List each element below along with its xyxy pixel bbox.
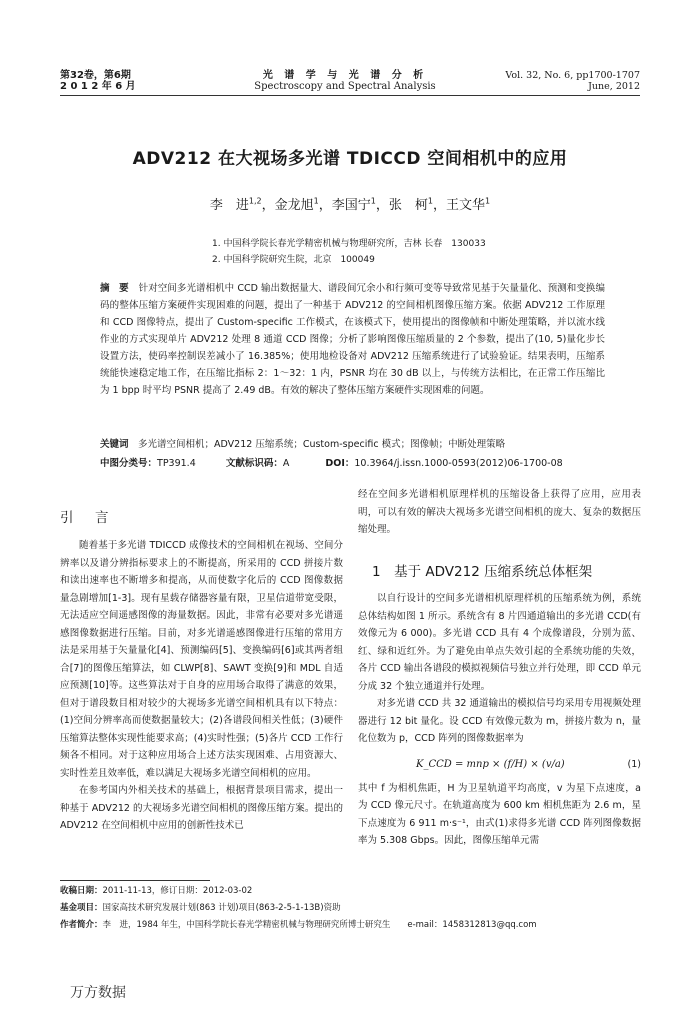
classification-line xyxy=(100,455,605,469)
clc-value: TP391.4 xyxy=(157,458,196,469)
author-affil-mark: 1 xyxy=(370,196,376,206)
author-name: 李国宁 xyxy=(331,198,371,213)
keywords xyxy=(100,436,605,450)
equation: K_CCD = mnp × (f/H) × (v/a) xyxy=(416,758,565,770)
abstract xyxy=(100,280,605,399)
intro-paragraph: 随着基于多光谱 TDICCD 成像技术的空间相机在视场、空间分辨率以及谱分辨指标要求上的不断提高，所采用的 CCD 拼接片数和读出速率也不断增多和提高，从而使数字化后的 CCD 图像数据量急剧增加[1-3]。现有星载存储器容量有限，卫星信道带宽受限，无法适应空间遥感图像的海量数据。因此，非常有必要对多光谱遥感图像数据进行压缩。目前，对多光谱遥感图像进行压缩的常用方法是采用基于矢量量化[4]、预测编码[5]、变换编码[6]或其两者组合[7]的图像压缩算法，如 CLWP[8]、SAWT 变换[9]和 MDL 自适应预测[10]等。这些算法对于自身的应用场合取得了满意的效果，但对于谱段数目相对较少的大视场多光谱空间相机具有以下特点：(1)空间分辨率高而使数据量较大；(2)各谱段间相关性低；(3)硬件压缩算法整体实现性能要求高；(4)实时性强；(5)各片 CCD 工作行频各不相同。对于这种应用场合上述方法实现困难、占用资源大、实时性差且效率低，难以满足大视场多光谱空间相机的应用。 xyxy=(60,540,343,779)
abstract-label: 摘 要 xyxy=(100,283,129,294)
affiliation-1: 1. 中国科学院长春光学精密机械与物理研究所，吉林 长春 130033 xyxy=(212,239,486,249)
journal-volume-info xyxy=(60,70,136,92)
date-line: 2 0 1 2 年 6 月 xyxy=(60,81,136,92)
section1-paragraph: 对多光谱 CCD 共 32 通道输出的模拟信号均采用专用视频处理器进行 12 bit 量化。设 CCD 有效像元数为 m，拼接片数为 n，量化位数为 p，CCD 阵列的图像数据率为 xyxy=(358,698,641,744)
author-bio-label: 作者简介： xyxy=(60,920,103,930)
footnotes xyxy=(60,883,640,934)
author-bio xyxy=(60,917,640,934)
author-name: 张 柯 xyxy=(388,198,428,213)
clc-label: 中图分类号： xyxy=(100,458,158,469)
journal-name xyxy=(230,70,460,92)
intro-continuation xyxy=(358,486,641,539)
fund-text: 国家高技术研究发展计划(863 计划)项目(863-2-5-1-13B)资助 xyxy=(102,903,341,913)
intro-paragraph: 在参考国内外相关技术的基础上，根据背景项目需求，提出一种基于 ADV212 的大视场多光谱空间相机的图像压缩方案。提出的 ADV212 在空间相机中应用的创新性技术已 xyxy=(60,785,343,831)
fund-info xyxy=(60,900,640,917)
intro-heading: 引 言 xyxy=(60,510,113,526)
left-column xyxy=(60,537,343,835)
section1-number: 1 xyxy=(372,564,381,580)
received-date xyxy=(60,883,640,900)
doc-code-value: A xyxy=(282,458,290,469)
date-en-line: June, 2012 xyxy=(588,81,640,92)
journal-volume-en xyxy=(505,70,640,92)
author-bio-text: 李 进，1984 年生，中国科学院长春光学精密机械与物理研究所博士研究生 e-mail：1458312813@qq.com xyxy=(102,920,537,930)
affiliation-2: 2. 中国科学院研究生院，北京 100049 xyxy=(212,255,375,265)
keywords-label: 关键词 xyxy=(100,439,129,450)
section1-title: 基于 ADV212 压缩系统总体框架 xyxy=(394,564,593,580)
equation-number: (1) xyxy=(627,758,641,770)
fund-label: 基金项目： xyxy=(60,903,103,913)
author-affil-mark: 1 xyxy=(485,196,491,206)
doi-value: 10.3964/j.issn.1000-0593(2012)06-1700-08 xyxy=(354,458,563,469)
doc-code-label: 文献标识码： xyxy=(225,458,283,469)
author-name: 金龙旭 xyxy=(274,198,314,213)
author-affil-mark: 1,2 xyxy=(248,196,262,206)
journal-name-en: Spectroscopy and Spectral Analysis xyxy=(254,81,436,92)
source-watermark: 万方数据 xyxy=(70,985,126,1001)
abstract-text: 针对空间多光谱相机中 CCD 输出数据量大、谱段间冗余小和行频可变等导致常见基于矢量量化、预测和变换编码的整体压缩方案硬件实现困难的问题，提出了一种基于 ADV212 的空间相机图像压缩方案。依据 ADV212 工作原理和 CCD 图像特点，提出了 Custom-specific 工作模式，在该模式下，使用提出的图像帧和中断处理策略，并以流水线作业的方式实现单片 ADV212 处理 8 通道 CCD 图像；分析了影响图像压缩质量的 2 个参数，提出了(10, 5)量化步长设置方法，使码率控制误差减小了 16.385%；使用地检设备对 ADV212 压缩系统进行了试验验证。结果表明，压缩系统能快速稳定地工作，在压缩比指标 2：1～32：1 内，PSNR 均在 30 dB 以上，与传统方法相比，在正常工作压缩比为 1 bpp 时平均 PSNR 提高了 2.49 dB。有效的解决了整体压缩方案硬件实现困难的问题。 xyxy=(100,283,605,396)
section1-paragraph: 以自行设计的空间多光谱相机原理样机的压缩系统为例，系统总体结构如图 1 所示。系统含有 8 片四通道输出的多光谱 CCD(有效像元为 6 000)。多光谱 CCD 具有 4 个成像谱段，分别为蓝、红、绿和近红外。为了避免由单点失效引起的全系统功能的失效，各片 CCD 输出各谱段的模拟视频信号独立并行处理，即 CCD 单元分成 32 个独立通道并行处理。 xyxy=(358,593,641,692)
paper-title: ADV212 在大视场多光谱 TDICCD 空间相机中的应用 xyxy=(132,149,568,169)
author-name: 王文华 xyxy=(446,198,486,213)
journal-name-cn: 光 谱 学 与 光 谱 分 析 xyxy=(262,70,428,81)
footnote-rule xyxy=(60,880,210,881)
received-text: 2011-11-13，修订日期：2012-03-02 xyxy=(102,886,253,896)
volume-en-line: Vol. 32, No. 6, pp1700-1707 xyxy=(505,70,640,81)
section1-paragraph: 其中 f 为相机焦距，H 为卫星轨道平均高度，v 为星下点速度，a 为 CCD 像元尺寸。在轨道高度为 600 km 相机焦距为 2.6 m，星下点速度为 6 911 m·s⁻¹，由式(1)求得多光谱 CCD 阵列图像数据率为 5.308 Gbps。因此，图像压缩单元需 xyxy=(358,782,641,846)
author-list: 李 进$^{1,2}$，金龙旭$^1$，李国宁$^1$，张 柯$^1$，王文华$^1$ xyxy=(209,196,491,213)
keywords-text: 多光谱空间相机；ADV212 压缩系统；Custom-specific 模式；图像帧；中断处理策略 xyxy=(138,439,506,450)
header-rule xyxy=(60,95,640,96)
equation-block xyxy=(358,748,641,780)
volume-line: 第32卷，第6期 xyxy=(60,70,131,81)
author-affil-mark: 1 xyxy=(313,196,319,206)
section1-heading xyxy=(372,560,592,580)
intro-paragraph: 经在空间多光谱相机原理样机的压缩设备上获得了应用，应用表明，可以有效的解决大视场多光谱空间相机的庞大、复杂的数据压缩处理。 xyxy=(358,489,641,535)
received-label: 收稿日期： xyxy=(60,886,103,896)
doi-label: DOI： xyxy=(325,458,355,469)
author-affil-mark: 1 xyxy=(427,196,433,206)
author-name: 李 进 xyxy=(209,198,249,213)
section1-body xyxy=(358,590,641,850)
